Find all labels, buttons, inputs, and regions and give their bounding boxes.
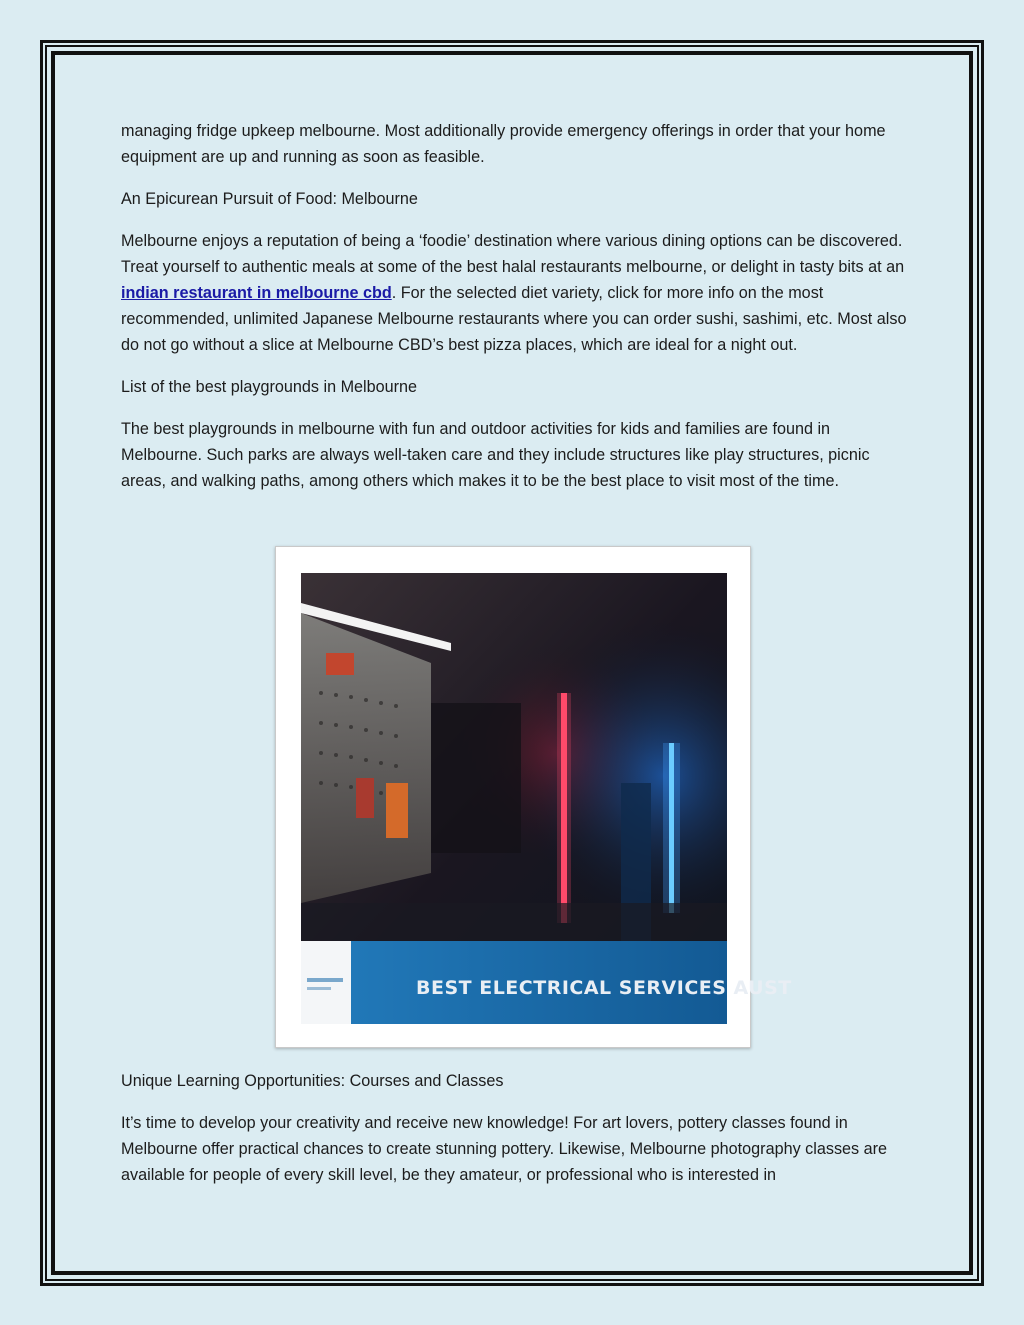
electrical-services-photo [301, 573, 792, 1024]
paragraph-food [121, 228, 911, 358]
indian-restaurant-link[interactable]: indian restaurant in melbourne cbd [121, 284, 392, 302]
heading-food: An Epicurean Pursuit of Food: Melbourne [121, 190, 418, 208]
banner-caption: BEST ELECTRICAL SERVICES AUST [416, 977, 792, 999]
paragraph-learning: It’s time to develop your creativity and receive new knowledge! For art lovers, pottery classes found in Melbourne offer practical chances to create stunning pottery. Likewise, Melbourne photography classes are available for people of every skill level, be they amateur, or professional who is interested in [121, 1114, 888, 1184]
food-text-before-link: Melbourne enjoys a reputation of being a ‘foodie’ destination where various dining options can be discovered. Treat yourself to authentic meals at some of the best halal restaurants melbourne, or delight in tasty bits at an [121, 232, 905, 276]
electrical-services-image-frame [275, 546, 792, 1048]
heading-playgrounds: List of the best playgrounds in Melbourne [121, 378, 418, 396]
document-body-top [121, 118, 911, 510]
document-body-bottom [121, 1068, 911, 1204]
paragraph-playgrounds: The best playgrounds in melbourne with fun and outdoor activities for kids and families are found in Melbourne. Such parks are always well-taken care and they include structures like play structures, picnic areas, and walking paths, among others which makes it to be the best place to visit most of the time. [121, 420, 870, 490]
paragraph-fridge: managing fridge upkeep melbourne. Most additionally provide emergency offerings in order that your home equipment are up and running as soon as feasible. [121, 122, 886, 166]
food-text-after-link: . For the selected diet variety, click for more info on the most recommended, unlimited Japanese Melbourne restaurants where you can order sushi, sashimi, etc. Most also do not go without a slice at Melbourne CBD’s best pizza places, which are ideal for a night out. [121, 284, 907, 354]
heading-learning: Unique Learning Opportunities: Courses and Classes [121, 1072, 504, 1090]
photo-illustration [301, 573, 727, 1024]
